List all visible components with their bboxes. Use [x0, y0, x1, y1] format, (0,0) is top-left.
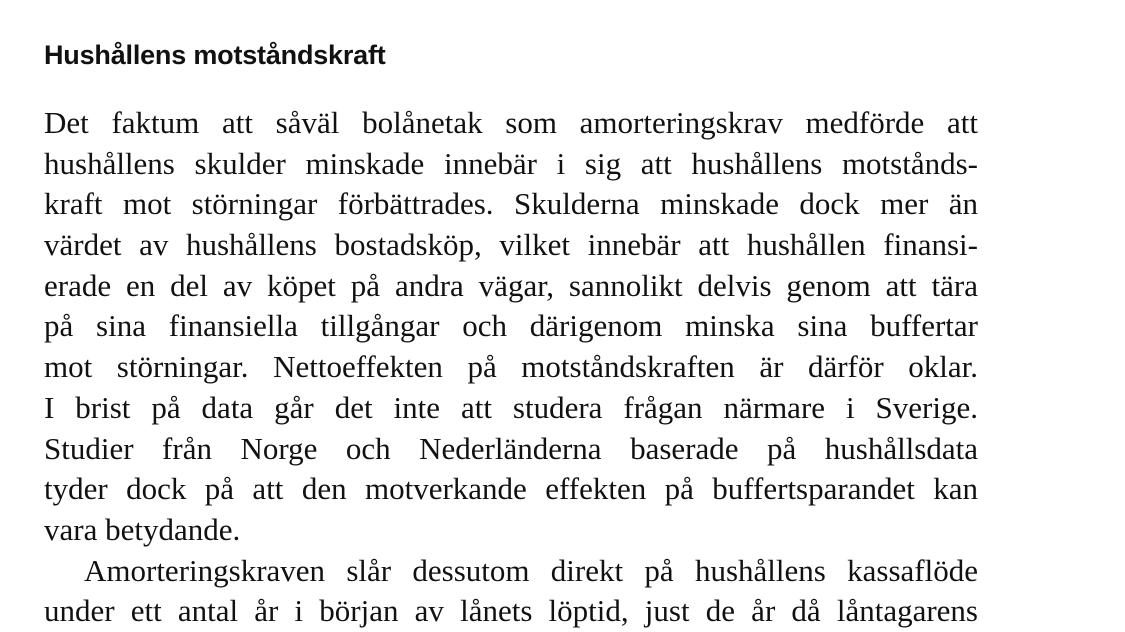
text-line: under ett antal år i början av lånets löptid, just de år då låntagarens: [44, 593, 978, 629]
paragraph-1: [44, 103, 978, 551]
text-line: på sina finansiella tillgångar och därigenom minska sina buffertar: [44, 308, 978, 344]
text-line: kraft mot störningar förbättrades. Skulderna minskade dock mer än: [44, 186, 978, 222]
text-line: värdet av hushållens bostadsköp, vilket innebär att hushållen finansi-: [44, 227, 978, 263]
text-line: Det faktum att såväl bolånetak som amorteringskrav medförde att: [44, 105, 978, 140]
text-line: Studier från Norge och Nederländerna baserade på hushållsdata: [44, 430, 978, 466]
text-line: tyder dock på att den motverkande effekten på buffertsparandet kan: [44, 471, 978, 507]
text-line: Amorteringskraven slår dessutom direkt på hushållens kassaflöde: [84, 552, 978, 588]
text-line: mot störningar. Nettoeffekten på motståndskraften är därför oklar.: [44, 349, 978, 385]
text-line: erade en del av köpet på andra vägar, sannolikt delvis genom att tära: [44, 267, 978, 303]
body-text: [44, 103, 978, 632]
text-line: hushållens skulder minskade innebär i sig att hushållens motstånds-: [44, 145, 978, 181]
text-line: I brist på data går det inte att studera frågan närmare i Sverige.: [44, 389, 978, 425]
text-line: vara betydande.: [44, 511, 241, 547]
paragraph-2: [44, 551, 978, 632]
section-heading: Hushållens motståndskraft: [44, 40, 386, 70]
